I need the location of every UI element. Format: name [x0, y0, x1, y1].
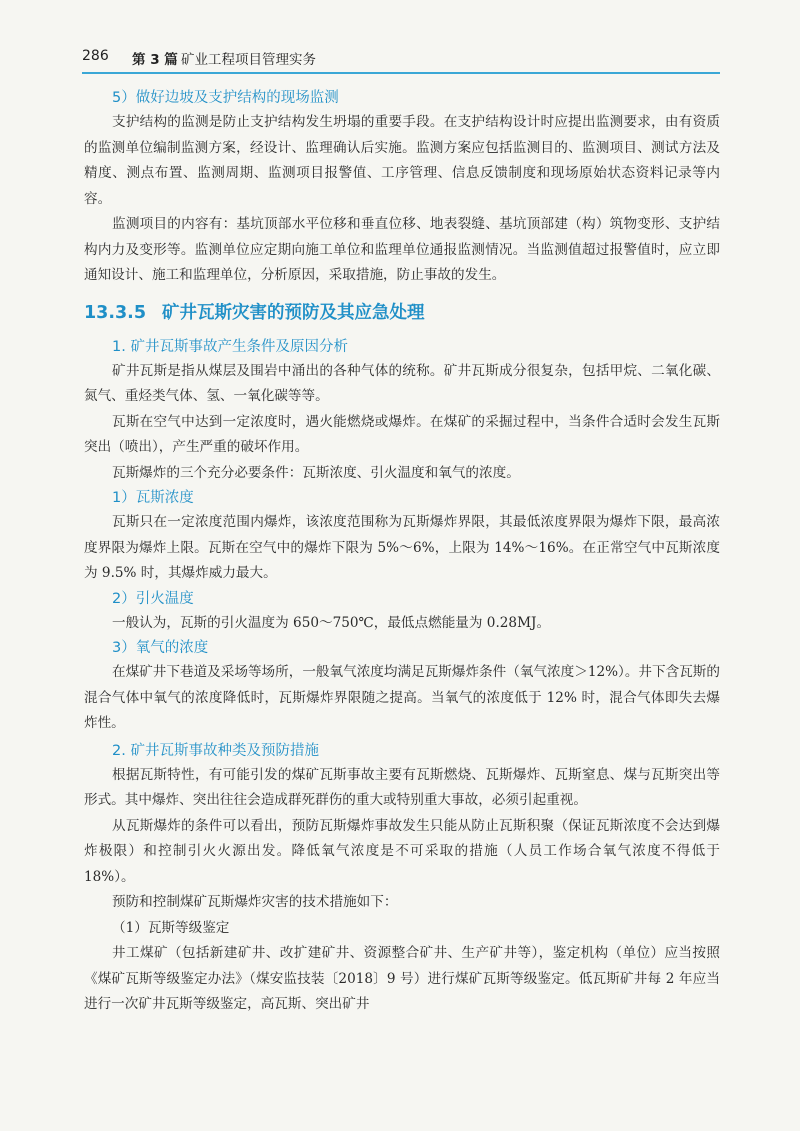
paragraph: 矿井瓦斯是指从煤层及围岩中涌出的各种气体的统称。矿井瓦斯成分很复杂，包括甲烷、二氧化碳、氮气、重烃类气体、氢、一氧化碳等等。: [84, 362, 720, 404]
list-item-heading: （1）瓦斯等级鉴定: [112, 919, 230, 936]
section-title: 矿井瓦斯灾害的预防及其应急处理: [162, 302, 425, 323]
paragraph: 井工煤矿（包括新建矿井、改扩建矿井、资源整合矿井、生产矿井等），鉴定机构（单位）应当按照《煤矿瓦斯等级鉴定办法》（煤安监技装〔2018〕9 号）进行煤矿瓦斯等级鉴定。低瓦斯矿井每 2 年应当进行一次矿井瓦斯等级鉴定，高瓦斯、突出矿井: [84, 945, 720, 1012]
heading-part2: 2. 矿井瓦斯事故种类及预防措施: [112, 742, 319, 759]
chapter-title: 矿业工程项目管理实务: [181, 52, 316, 68]
page-header: [0, 44, 800, 74]
header-rule: [82, 72, 720, 74]
heading-gas-concentration: 1）瓦斯浓度: [112, 490, 194, 506]
paragraph: 瓦斯只在一定浓度范围内爆炸，该浓度范围称为瓦斯爆炸界限，其最低浓度界限为爆炸下限，最高浓度界限为爆炸上限。瓦斯在空气中的爆炸下限为 5%～6%，上限为 14%～16%。在正常空气中瓦斯浓度为 9.5% 时，其爆炸威力最大。: [84, 514, 720, 581]
paragraph: 预防和控制煤矿瓦斯爆炸灾害的技术措施如下：: [112, 894, 398, 910]
section-heading: [84, 299, 720, 327]
paragraph: 在煤矿井下巷道及采场等场所，一般氧气浓度均满足瓦斯爆炸条件（氧气浓度＞12%）。井下含瓦斯的混合气体中氧气的浓度降低时，瓦斯爆炸界限随之提高。当氧气的浓度低于 12% 时，混合气体即失去爆炸性。: [84, 664, 720, 731]
paragraph: 根据瓦斯特性，有可能引发的煤矿瓦斯事故主要有瓦斯燃烧、瓦斯爆炸、瓦斯窒息、煤与瓦斯突出等形式。其中爆炸、突出往往会造成群死群伤的重大或特别重大事故，必须引起重视。: [84, 766, 720, 808]
section-number: 13.3.5: [84, 302, 147, 323]
paragraph: 监测项目的内容有：基坑顶部水平位移和垂直位移、地表裂缝、基坑顶部建（构）筑物变形、支护结构内力及变形等。监测单位应定期向施工单位和监理单位通报监测情况。当监测值超过报警值时，应立即通知设计、施工和监理单位，分析原因，采取措施，防止事故的发生。: [84, 216, 720, 283]
heading-ignition-temperature: 2）引火温度: [112, 590, 194, 607]
paragraph: 瓦斯在空气中达到一定浓度时，遇火能燃烧或爆炸。在煤矿的采掘过程中，当条件合适时会发生瓦斯突出（喷出），产生严重的破坏作用。: [84, 413, 720, 455]
paragraph: 从瓦斯爆炸的条件可以看出，预防瓦斯爆炸事故发生只能从防止瓦斯积聚（保证瓦斯浓度不会达到爆炸极限）和控制引火火源出发。降低氧气浓度是不可采取的措施（人员工作场合氧气浓度不得低于 18%）。: [84, 817, 720, 885]
heading-part1: 1. 矿井瓦斯事故产生条件及原因分析: [112, 338, 348, 355]
paragraph: 瓦斯爆炸的三个充分必要条件：瓦斯浓度、引火温度和氧气的浓度。: [112, 464, 520, 481]
paragraph: 一般认为，瓦斯的引火温度为 650～750℃，最低点燃能量为 0.28MJ。: [112, 614, 551, 631]
page-number: 286: [82, 48, 109, 64]
heading-oxygen-concentration: 3）氧气的浓度: [112, 640, 209, 656]
paragraph: 支护结构的监测是防止支护结构发生坍塌的重要手段。在支护结构设计时应提出监测要求，由有资质的监测单位编制监测方案，经设计、监理确认后实施。监测方案应包括监测目的、监测项目、测试方法及精度、测点布置、监测周期、监测项目报警值、工序管理、信息反馈制度和现场原始状态资料记录等内容。: [84, 114, 720, 207]
chapter-label: 第 3 篇: [132, 52, 178, 68]
heading-slope-monitoring: 5）做好边坡及支护结构的现场监测: [112, 90, 339, 106]
page-body: [84, 86, 720, 1018]
